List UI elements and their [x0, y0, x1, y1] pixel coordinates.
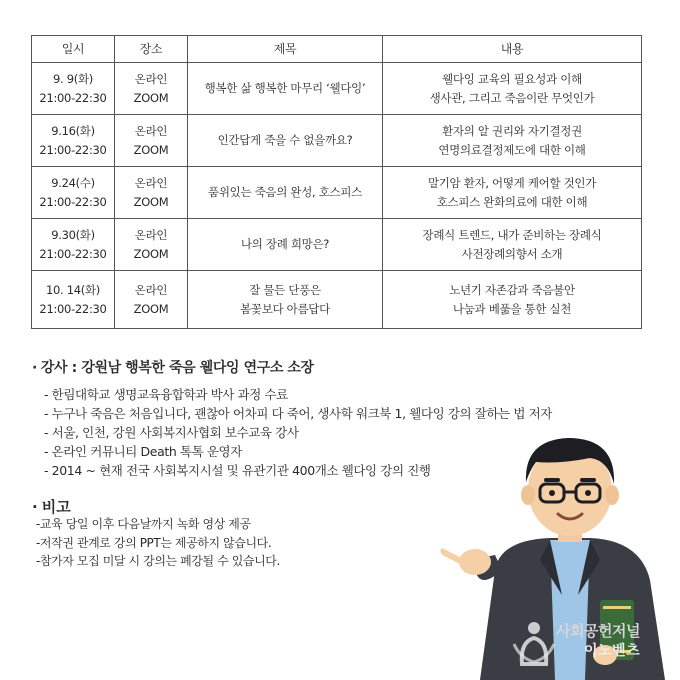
content-text: 사전장례의향서 소개	[461, 246, 563, 261]
cell-date	[32, 219, 115, 271]
list-item: -교육 당일 이후 다음날까지 녹화 영상 제공	[36, 517, 251, 531]
list-item: - 2014 ~ 현재 전국 사회복지시설 및 유관기관 400개소 웰다잉 강의 진행	[44, 463, 431, 478]
list-item: - 서울, 인천, 강원 사회복지사협회 보수교육 강사	[44, 425, 299, 440]
lecturer-heading-text: 강사 : 강원남 행복한 죽음 웰다잉 연구소 소장	[40, 360, 314, 376]
table-row	[32, 115, 642, 167]
content-text: 연명의료결정제도에 대한 이해	[438, 142, 586, 157]
content-text: 나눔과 베풂을 통한 실천	[452, 301, 572, 316]
title-text: 인간답게 죽을 수 없을까요?	[217, 133, 353, 147]
list-item: - 온라인 커뮤니티 Death 톡톡 운영자	[44, 444, 242, 459]
cell-place	[115, 115, 188, 167]
cell-content	[383, 219, 642, 271]
bullet: ·	[32, 498, 38, 516]
time-text: 21:00-22:30	[39, 142, 107, 157]
title-text: 행복한 삶 행복한 마무리 ‘웰다잉’	[204, 81, 366, 95]
cell-title	[188, 219, 383, 271]
platform-text: ZOOM	[133, 194, 169, 209]
table-header-row	[32, 36, 642, 63]
table-row	[32, 219, 642, 271]
cell-content	[383, 271, 642, 329]
cell-content	[383, 115, 642, 167]
notes-list	[36, 515, 280, 571]
header-date: 일시	[32, 36, 115, 63]
content-text: 말기암 환자, 어떻게 케어할 것인가	[427, 175, 597, 190]
watermark-title: 사회공헌저널	[556, 622, 640, 640]
cell-place	[115, 219, 188, 271]
table-row	[32, 167, 642, 219]
bullet: ·	[32, 360, 37, 376]
cell-content	[383, 63, 642, 115]
time-text: 21:00-22:30	[39, 194, 107, 209]
platform-text: ZOOM	[133, 246, 169, 261]
date-text: 9. 9(화)	[53, 71, 93, 86]
schedule-table	[31, 35, 642, 329]
title-text: 봄꽃보다 아름답다	[240, 301, 330, 316]
content-text: 노년기 자존감과 죽음불안	[449, 282, 575, 297]
list-item: -참가자 모집 미달 시 강의는 폐강될 수 있습니다.	[36, 554, 280, 568]
header-content: 내용	[383, 36, 642, 63]
list-item: -저작권 관계로 강의 PPT는 제공하지 않습니다.	[36, 535, 272, 550]
notes-heading-text: 비고	[41, 498, 71, 516]
time-text: 21:00-22:30	[39, 301, 107, 316]
date-text: 9.16(화)	[51, 123, 95, 138]
cell-title	[188, 115, 383, 167]
platform-text: ZOOM	[133, 142, 169, 157]
place-text: 온라인	[134, 227, 168, 242]
table-row	[32, 63, 642, 115]
cell-date	[32, 63, 115, 115]
notes-heading	[32, 496, 71, 517]
date-text: 9.30(화)	[51, 227, 95, 242]
cell-place	[115, 63, 188, 115]
cell-place	[115, 167, 188, 219]
date-text: 9.24(수)	[51, 175, 95, 190]
table-row	[32, 271, 642, 329]
header-place: 장소	[115, 36, 188, 63]
time-text: 21:00-22:30	[39, 90, 107, 105]
time-text: 21:00-22:30	[39, 246, 107, 261]
watermark	[512, 618, 680, 668]
cell-title	[188, 271, 383, 329]
cell-title	[188, 63, 383, 115]
header-title: 제목	[188, 36, 383, 63]
content-text: 생사관, 그리고 죽음이란 무엇인가	[429, 90, 595, 105]
place-text: 온라인	[134, 282, 168, 297]
content-text: 환자의 알 권리와 자기결정권	[442, 123, 582, 138]
list-item: - 한림대학교 생명교육융합학과 박사 과정 수료	[44, 387, 288, 402]
content-text: 호스피스 완화의료에 대한 이해	[436, 194, 588, 209]
cell-date	[32, 167, 115, 219]
platform-text: ZOOM	[133, 90, 169, 105]
place-text: 온라인	[134, 175, 168, 190]
date-text: 10. 14(화)	[46, 282, 100, 297]
content-text: 웰다잉 교육의 필요성과 이해	[442, 71, 582, 86]
watermark-subtitle: 이노벤츠	[584, 643, 641, 659]
platform-text: ZOOM	[133, 301, 169, 316]
place-text: 온라인	[134, 71, 168, 86]
lecturer-heading	[32, 357, 314, 377]
cell-place	[115, 271, 188, 329]
cell-date	[32, 115, 115, 167]
place-text: 온라인	[134, 123, 168, 138]
content-text: 장례식 트렌드, 내가 준비하는 장례식	[422, 227, 602, 242]
person-figure-logo-icon	[512, 618, 556, 668]
title-text: 나의 장례 희망은?	[240, 237, 330, 251]
list-item: - 누구나 죽음은 처음입니다, 괜찮아 어차피 다 죽어, 생사학 워크북 1, 웰다잉 강의 잘하는 법 저자	[44, 406, 552, 421]
title-text: 잘 물든 단풍은	[249, 282, 321, 297]
cell-date	[32, 271, 115, 329]
title-text: 품위있는 죽음의 완성, 호스피스	[208, 185, 362, 199]
cell-title	[188, 167, 383, 219]
cell-content	[383, 167, 642, 219]
